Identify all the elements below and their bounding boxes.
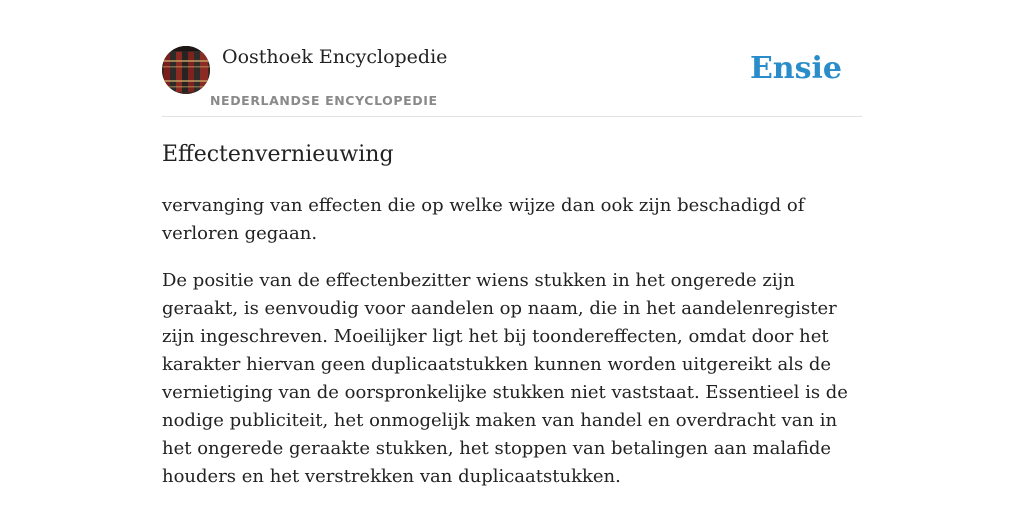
entry-content bbox=[162, 140, 862, 491]
entry-paragraph: De positie van de effectenbezitter wiens stukken in het ongerede zijn geraakt, is eenvoudig voor aandelen op naam, die in het aandelenregister zijn ingeschreven. Moeilijker ligt het bij toondereffecten, omdat door het karakter hiervan geen duplicaatstukken kunnen worden uitgereikt als de vernietiging van de oorspronkelijke stukken niet vaststaat. Essentieel is de nodige publiciteit, het onmogelijk maken van handel en overdracht van in het ongerede geraakte stukken, het stoppen van betalingen aan malafide houders en het verstrekken van duplicaatstukken. bbox=[162, 270, 848, 487]
entry-paragraph: vervanging van effecten die op welke wijze dan ook zijn beschadigd of verloren gegaan. bbox=[162, 195, 805, 244]
encyclopedia-books-icon bbox=[162, 46, 210, 94]
source-avatar[interactable] bbox=[162, 46, 210, 94]
ensie-logo[interactable]: Ensie bbox=[749, 51, 842, 86]
entry-title: Effectenvernieuwing bbox=[162, 142, 394, 167]
source-title[interactable]: Oosthoek Encyclopedie bbox=[222, 46, 448, 68]
source-header bbox=[162, 46, 862, 117]
source-subtitle: NEDERLANDSE ENCYCLOPEDIE bbox=[210, 93, 438, 108]
